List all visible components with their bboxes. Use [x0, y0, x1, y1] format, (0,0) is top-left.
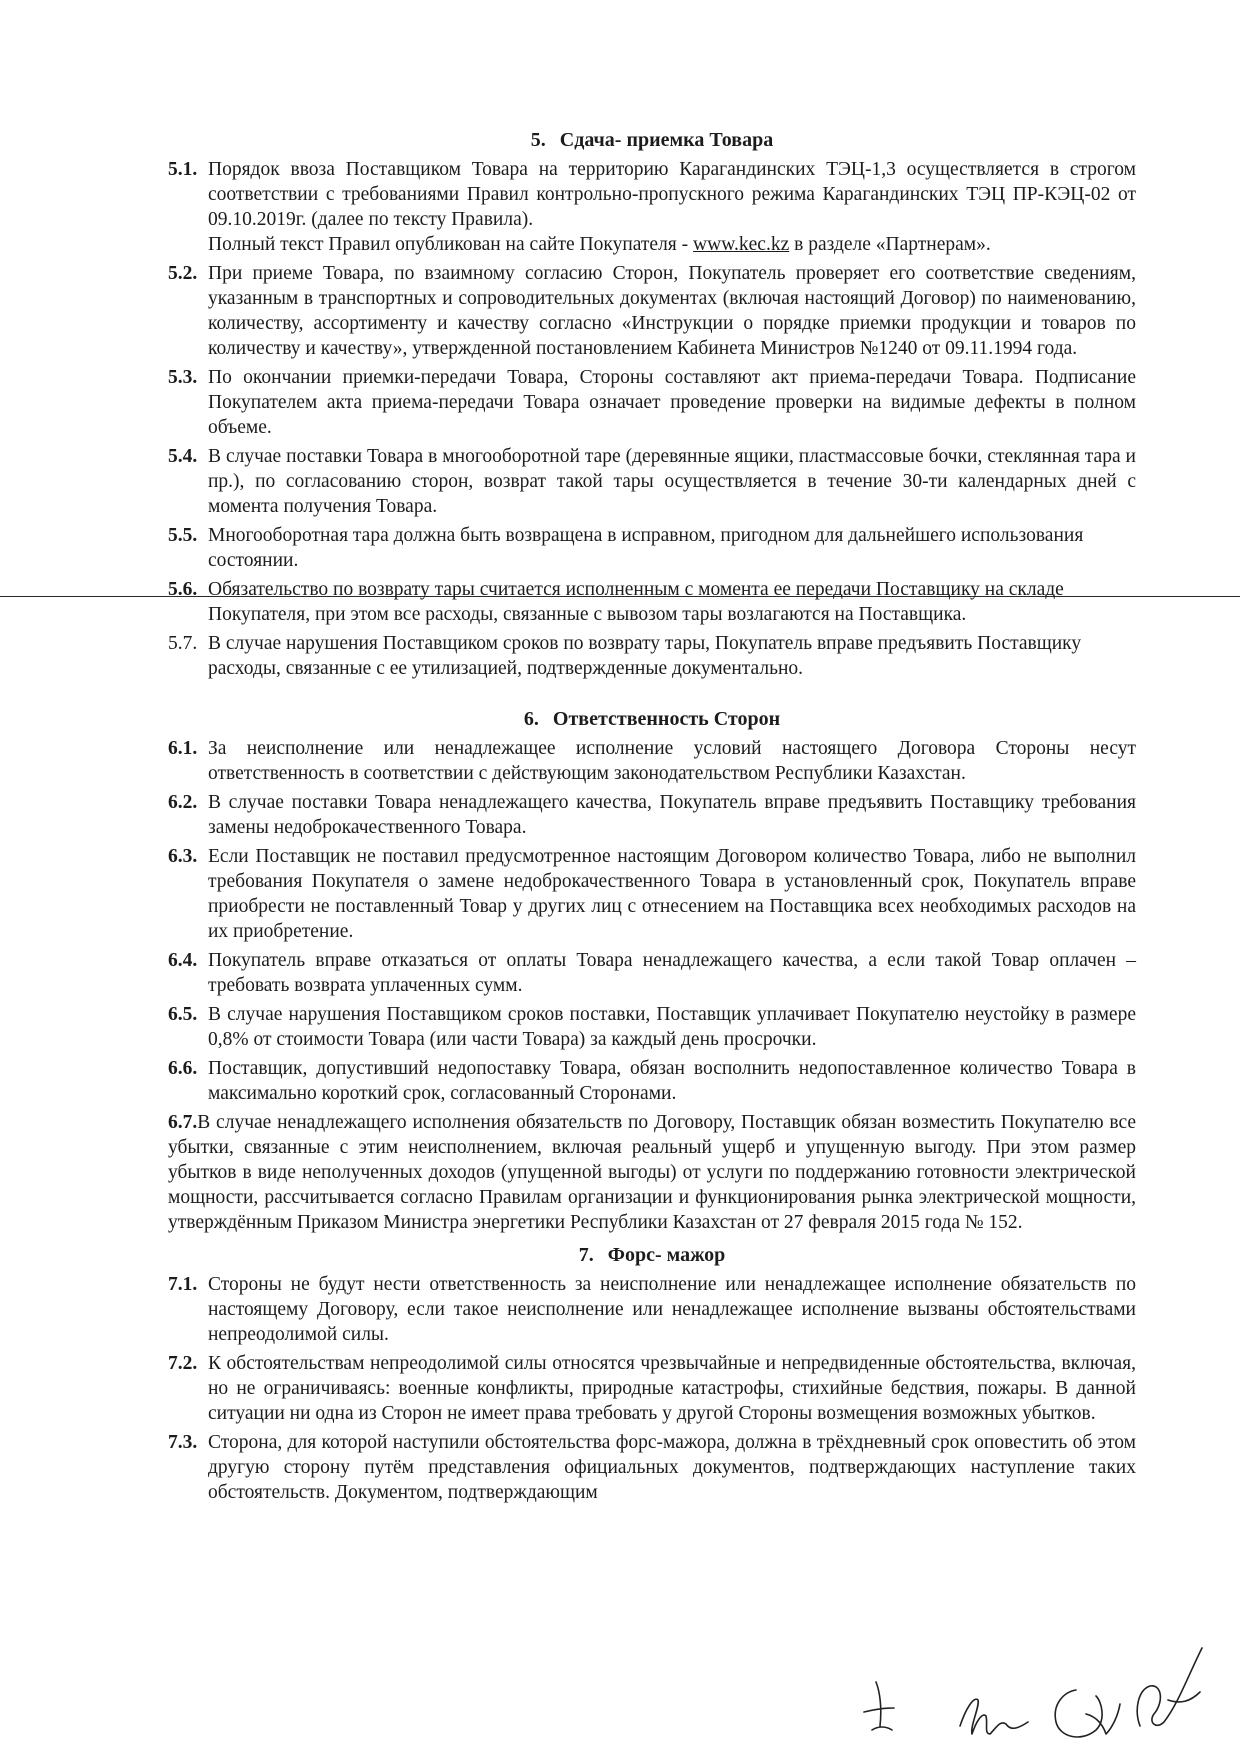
- clause-text: В случае нарушения Поставщиком сроков по возврату тары, Покупатель вправе предъявить Поставщику расходы, связанные с ее утилизацией, подтвержденные документально.: [208, 633, 1082, 679]
- clause-text: Стороны не будут нести ответственность за неисполнение или ненадлежащее исполнение обязательств по настоящему Договору, если такое неисполнение или ненадлежащее исполнение вызваны обстоятельствами непреодолимой силы.: [208, 1274, 1136, 1345]
- clause-number: 6.1.: [168, 738, 198, 759]
- clause-text: За неисполнение или ненадлежащее исполнение условий настоящего Договора Стороны несут ответственность в соответствии с действующим законодательством Республики Казахстан.: [208, 738, 1136, 784]
- section-6-number: 6.: [523, 708, 539, 730]
- section-6-heading: Ответственность Сторон: [552, 708, 781, 730]
- clause-number: 5.1.: [168, 159, 198, 180]
- clause-5-3: [168, 365, 1136, 440]
- clause-5-7: [168, 631, 1136, 681]
- section-7-heading: Форс- мажор: [607, 1244, 726, 1266]
- clause-text: Поставщик, допустивший недопоставку Товара, обязан восполнить недопоставленное количество Товара в максимально короткий срок, согласованный Сторонами.: [208, 1058, 1136, 1104]
- signature-mark-4: [1137, 1648, 1202, 1726]
- section-7-title: [168, 1243, 1136, 1268]
- clause-6-3: [168, 844, 1136, 944]
- clause-5-4: [168, 444, 1136, 519]
- clause-number: 5.2.: [168, 263, 198, 284]
- clause-5-1-main: Порядок ввоза Поставщиком Товара на территорию Карагандинских ТЭЦ-1,3 осуществляется в строгом соответствии с требованиями Правил контрольно-пропускного режима Карагандинских ТЭЦ ПР-КЭЦ-02 от 09.10.2019г. (далее по тексту Правила).: [208, 159, 1136, 230]
- clause-number: 5.6.: [168, 579, 198, 600]
- clause-text: К обстоятельствам непреодолимой силы относятся чрезвычайные и непредвиденные обстоятельства, включая, но не ограничиваясь: военные конфликты, природные катастрофы, стихийные бедствия, пожары. В данной ситуации ни одна из Сторон не имеет права требовать у другой Стороны возмещения возможных убытков.: [208, 1353, 1136, 1424]
- clause-number: 6.4.: [168, 950, 198, 971]
- clause-text: Сторона, для которой наступили обстоятельства форс-мажора, должна в трёхдневный срок оповестить об этом другую сторону путём представления официальных документов, подтверждающих наступление таких обстоятельств. Документом, подтверждающим: [208, 1432, 1136, 1503]
- clause-number: 7.3.: [168, 1432, 198, 1453]
- signature-mark-3: [1055, 1690, 1120, 1737]
- clause-7-1: [168, 1272, 1136, 1347]
- clause-6-7: [168, 1110, 1136, 1235]
- section-5-title: [168, 128, 1136, 153]
- clause-text: В случае ненадлежащего исполнения обязательств по Договору, Поставщик обязан возместить Покупателю все убытки, связанные с этим неисполнением, включая реальный ущерб и упущенную выгоду. При этом размер убытков в виде неполученных доходов (упущенной выгоды) от услуги по поддержанию готовности электрической мощности, рассчитывается согласно Правилам организации и функционирования рынка электрической мощности, утверждённым Приказом Министра энергетики Республики Казахстан от 27 февраля 2015 года № 152.: [168, 1112, 1136, 1233]
- clause-6-6: [168, 1056, 1136, 1106]
- section-7-number: 7.: [578, 1244, 594, 1266]
- clause-5-1: [168, 157, 1136, 257]
- section-6-title: [168, 707, 1136, 732]
- clause-number: 5.7.: [168, 633, 198, 654]
- clause-5-1-extra-before: Полный текст Правил опубликован на сайте Покупателя -: [208, 234, 689, 255]
- clause-number: 7.1.: [168, 1274, 198, 1295]
- clause-text: Обязательство по возврату тары считается исполненным с момента ее передачи Поставщику на складе Покупателя, при этом все расходы, связанные с вывозом тары возлагаются на Поставщика.: [208, 579, 1064, 625]
- handwritten-signatures: [850, 1630, 1230, 1754]
- clause-number: 6.7.: [168, 1112, 198, 1133]
- signature-mark-2: [960, 1699, 1028, 1734]
- clause-number: 6.2.: [168, 792, 198, 813]
- clause-text: В случае поставки Товара в многооборотной таре (деревянные ящики, пластмассовые бочки, стеклянная тара и пр.), по согласованию сторон, возврат такой тары осуществляется в течение 30-ти календарных дней с момента получения Товара.: [208, 446, 1136, 517]
- clause-5-1-extra-after: в разделе «Партнерам».: [794, 234, 991, 255]
- clause-text: При приеме Товара, по взаимному согласию Сторон, Покупатель проверяет его соответствие сведениям, указанным в транспортных и сопроводительных документах (включая настоящий Договор) по наименованию, количеству, ассортименту и качеству согласно «Инструкции о порядке приемки продукции и товаров по количеству и качеству», утвержденной постановлением Кабинета Министров №1240 от 09.11.1994 года.: [208, 263, 1136, 359]
- clause-5-1-extra: [208, 232, 1136, 257]
- clause-6-4: [168, 948, 1136, 998]
- section-5-heading: Сдача- приемка Товара: [559, 129, 774, 151]
- clause-7-3: [168, 1430, 1136, 1505]
- clause-6-5: [168, 1002, 1136, 1052]
- clause-text: Покупатель вправе отказаться от оплаты Товара ненадлежащего качества, а если такой Товар оплачен – требовать возврата уплаченных сумм.: [208, 950, 1136, 996]
- signature-mark-1: [864, 1682, 894, 1730]
- clause-text: Если Поставщик не поставил предусмотренное настоящим Договором количество Товара, либо не выполнил требования Покупателя о замене недоброкачественного Товара в установленный срок, Покупатель вправе приобрести не поставленный Товар у других лиц с отнесением на Поставщика всех необходимых расходов на их приобретение.: [208, 846, 1136, 942]
- clause-5-5: [168, 523, 1136, 573]
- website-link[interactable]: www.kec.kz: [693, 234, 790, 255]
- clause-5-2: [168, 261, 1136, 361]
- clause-text: По окончании приемки-передачи Товара, Стороны составляют акт приема-передачи Товара. Подписание Покупателем акта приема-передачи Товара означает проведение проверки на видимые дефекты в полном объеме.: [208, 367, 1136, 438]
- clause-text: В случае поставки Товара ненадлежащего качества, Покупатель вправе предъявить Поставщику требования замены недоброкачественного Товара.: [208, 792, 1136, 838]
- document-body: [168, 128, 1136, 1509]
- section-5-number: 5.: [530, 129, 546, 151]
- clause-number: 7.2.: [168, 1353, 198, 1374]
- clause-text: В случае нарушения Поставщиком сроков поставки, Поставщик уплачивает Покупателю неустойку в размере 0,8% от стоимости Товара (или части Товара) за каждый день просрочки.: [208, 1004, 1136, 1050]
- clause-number: 5.3.: [168, 367, 198, 388]
- clause-number: 5.4.: [168, 446, 198, 467]
- clause-6-2: [168, 790, 1136, 840]
- clause-7-2: [168, 1351, 1136, 1426]
- clause-text: Многооборотная тара должна быть возвращена в исправном, пригодном для дальнейшего использования состоянии.: [208, 525, 1084, 571]
- clause-number: 5.5.: [168, 525, 198, 546]
- clause-6-1: [168, 736, 1136, 786]
- clause-number: 6.3.: [168, 846, 198, 867]
- clause-5-6: [168, 577, 1136, 627]
- clause-number: 6.5.: [168, 1004, 198, 1025]
- clause-text: [208, 157, 1136, 257]
- clause-number: 6.6.: [168, 1058, 198, 1079]
